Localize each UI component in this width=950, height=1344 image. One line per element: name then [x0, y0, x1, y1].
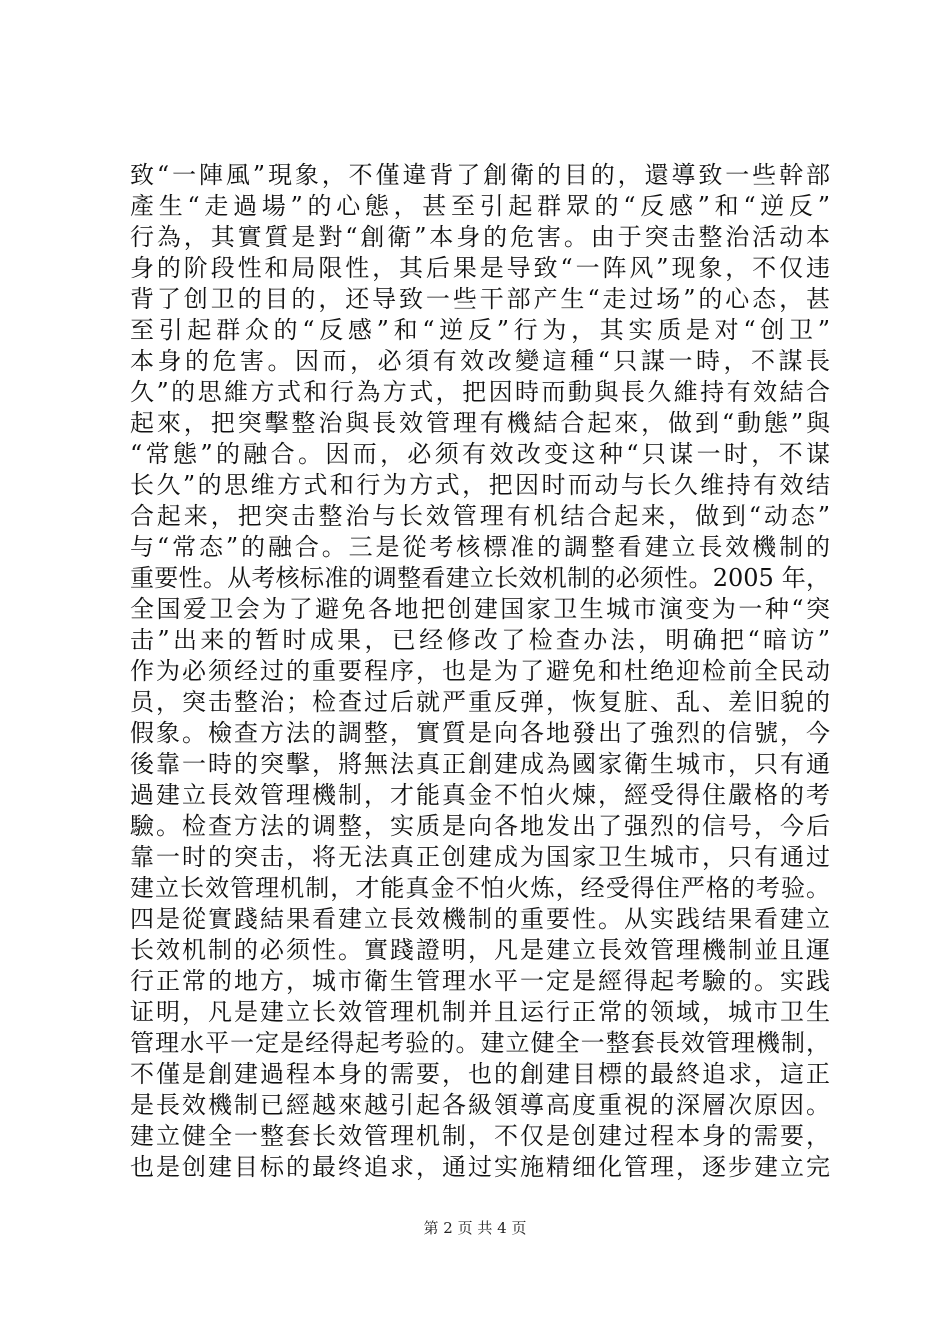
text-line: 员，突击整治；检查过后就严重反弹，恢复脏、乱、差旧貌的 [130, 688, 830, 716]
text-line: 作为必须经过的重要程序，也是为了避免和杜绝迎检前全民动 [130, 657, 830, 685]
text-line: 至引起群众的“反感”和“逆反”行为，其实质是对“创卫” [130, 316, 830, 344]
text-line: 击”出来的暂时成果，已经修改了检查办法，明确把“暗访” [130, 626, 830, 654]
text-line: 合起来，把突击整治与长效管理有机结合起来，做到“动态” [130, 502, 830, 530]
text-line: 建立长效管理机制，才能真金不怕火炼，经受得住严格的考验。 [130, 874, 830, 902]
page-footer: 第 2 页 共 4 页 [423, 1219, 527, 1237]
text-line: 驗。检查方法的调整，实质是向各地发出了强烈的信号，今后 [130, 812, 830, 840]
text-line: 背了创卫的目的，还导致一些干部产生“走过场”的心态，甚 [130, 285, 830, 313]
text-line: 四是從實踐結果看建立長效機制的重要性。从实践结果看建立 [130, 905, 830, 933]
text-line: 過建立長效管理機制，才能真金不怕火煉，經受得住嚴格的考 [130, 781, 830, 809]
text-line: 後靠一時的突擊，將無法真正創建成為國家衛生城市，只有通 [130, 750, 830, 778]
text-line: 本身的危害。因而，必須有效改變這種“只謀一時，不謀長 [130, 347, 830, 375]
text-line: “常態”的融合。因而，必须有效改变这种“只谋一时，不谋 [130, 440, 830, 468]
text-line: 行為，其實質是對“創衛”本身的危害。由于突击整治活动本 [130, 223, 830, 251]
text-line: 证明，凡是建立长效管理机制并且运行正常的领域，城市卫生 [130, 998, 830, 1026]
text-line: 全国爱卫会为了避免各地把创建国家卫生城市演变为一种“突 [130, 595, 830, 623]
text-line: 久”的思維方式和行為方式，把因時而動與長久維持有效結合 [130, 378, 830, 406]
text-line: 管理水平一定是经得起考验的。建立健全一整套長效管理機制， [130, 1029, 830, 1057]
text-line: 致“一陣風”現象，不僅違背了創衛的目的，還導致一些幹部 [130, 161, 830, 189]
text-line: 假象。檢查方法的調整，實質是向各地發出了強烈的信號，今 [130, 719, 830, 747]
text-line: 长久”的思维方式和行为方式，把因时而动与长久维持有效结 [130, 471, 830, 499]
text-line: 不僅是創建過程本身的需要，也的創建目標的最終追求，這正 [130, 1060, 830, 1088]
text-line: 建立健全一整套长效管理机制，不仅是创建过程本身的需要， [130, 1122, 830, 1150]
body-text [130, 160, 830, 1183]
text-line: 起來，把突擊整治與長效管理有機結合起來，做到“動態”與 [130, 409, 830, 437]
text-line: 是長效機制已經越來越引起各級領導高度重視的深層次原因。 [130, 1091, 830, 1119]
text-line: 与“常态”的融合。三是從考核標准的調整看建立長效機制的 [130, 533, 830, 561]
text-line: 长效机制的必须性。實踐證明，凡是建立長效管理機制並且運 [130, 936, 830, 964]
text-line: 也是创建目标的最终追求，通过实施精细化管理，逐步建立完 [130, 1153, 830, 1181]
text-line: 重要性。从考核标准的调整看建立长效机制的必须性。2005 年， [130, 564, 830, 592]
text-line: 靠一时的突击，将无法真正创建成为国家卫生城市，只有通过 [130, 843, 830, 871]
text-line: 行正常的地方，城市衛生管理水平一定是經得起考驗的。实践 [130, 967, 830, 995]
text-line: 產生“走過場”的心態，甚至引起群眾的“反感”和“逆反” [130, 192, 830, 220]
text-line: 身的阶段性和局限性，其后果是导致“一阵风”现象，不仅违 [130, 254, 830, 282]
